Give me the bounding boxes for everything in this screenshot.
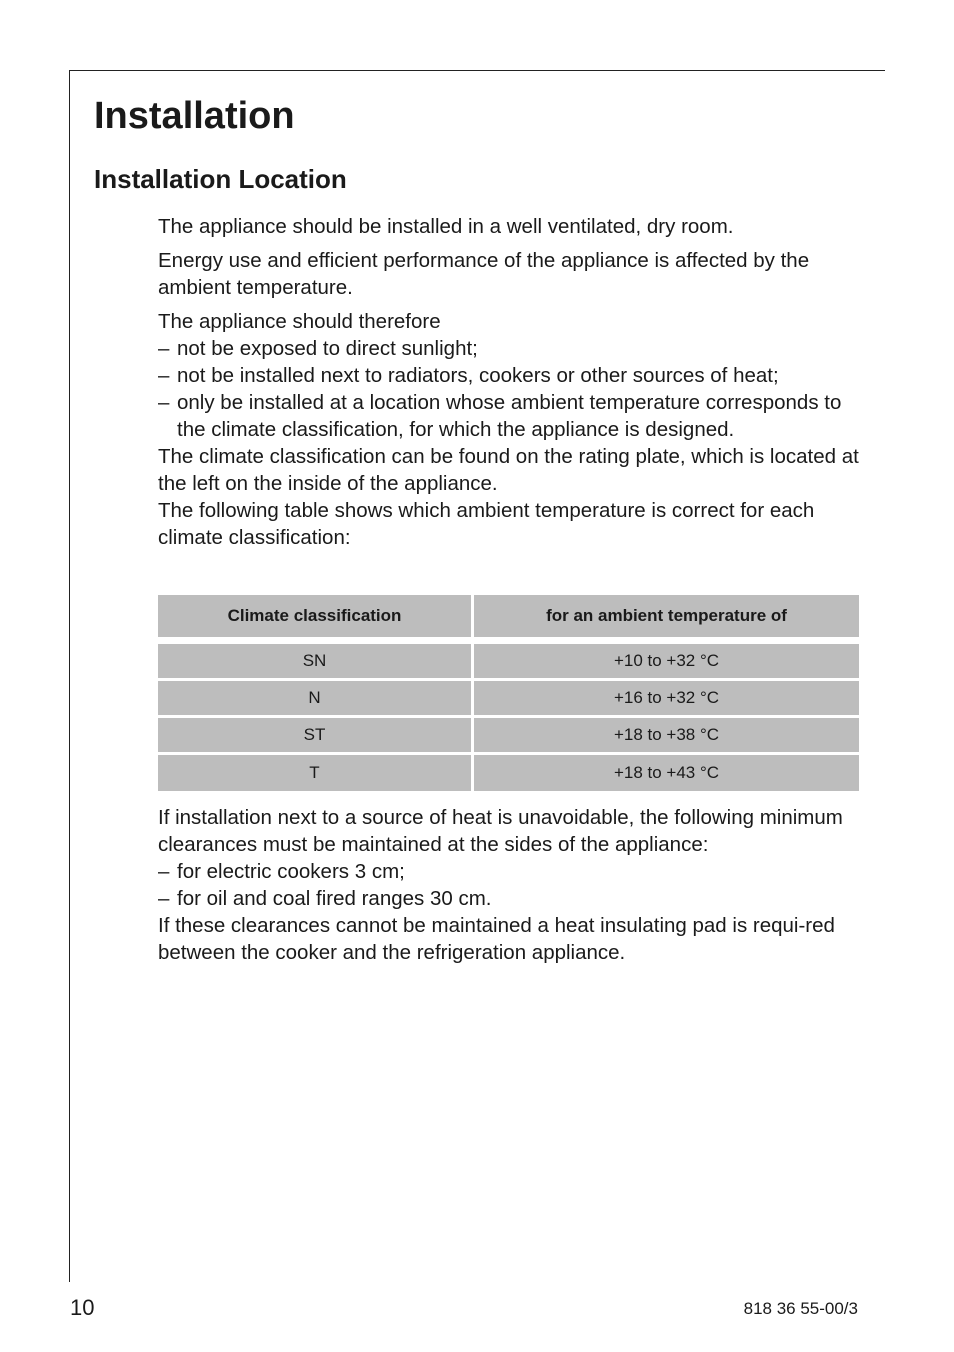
table-row	[158, 718, 859, 752]
temperature-cell: +18 to +43 °C	[474, 755, 859, 791]
table-row	[158, 681, 859, 715]
document-code: 818 36 55-00/3	[743, 1299, 858, 1318]
intro-paragraph-1: The appliance should be installed in a well ventilated, dry room.	[158, 215, 734, 238]
climate-class-cell: ST	[158, 718, 471, 752]
table-row	[158, 755, 859, 791]
table-header-row	[158, 595, 859, 637]
table-intro-paragraph: The following table shows which ambient temperature is correct for each climate classification:	[158, 499, 815, 549]
table-body	[158, 644, 859, 791]
temperature-cell: +10 to +32 °C	[474, 644, 859, 678]
table-header	[158, 595, 859, 637]
rating-plate-paragraph: The climate classification can be found on the rating plate, which is located at the left on the inside of the appliance.	[158, 445, 859, 495]
page-title: Installation	[94, 95, 295, 137]
left-rule	[69, 70, 70, 1282]
temperature-cell: +18 to +38 °C	[474, 718, 859, 752]
installation-text	[158, 213, 863, 551]
page-number: 10	[70, 1295, 95, 1320]
climate-class-cell: SN	[158, 644, 471, 678]
condition-item: – not be installed next to radiators, cookers or other sources of heat;	[158, 362, 863, 389]
climate-table	[158, 595, 859, 794]
climate-class-cell: T	[158, 755, 471, 791]
clearance-item: – for oil and coal fired ranges 30 cm.	[158, 885, 863, 912]
climate-class-cell: N	[158, 681, 471, 715]
intro-paragraph-2: Energy use and efficient performance of the appliance is affected by the ambient temperature.	[158, 249, 810, 299]
table-row	[158, 644, 859, 678]
condition-item: – not be exposed to direct sunlight;	[158, 335, 863, 362]
therefore-line: The appliance should therefore	[158, 310, 441, 333]
section-heading: Installation Location	[94, 164, 347, 194]
clearance-item: – for electric cookers 3 cm;	[158, 858, 863, 885]
clearance-intro: If installation next to a source of heat is unavoidable, the following minimum clearances must be maintained at the sides of the appliance:	[158, 806, 843, 856]
header-ambient-temp: for an ambient temperature of	[474, 595, 859, 637]
clearance-text	[158, 804, 863, 966]
condition-item: – only be installed at a location whose ambient temperature corresponds to the climate classification, for which the appliance is designed.	[158, 389, 863, 443]
top-rule	[69, 70, 885, 71]
temperature-cell: +16 to +32 °C	[474, 681, 859, 715]
clearance-note: If these clearances cannot be maintained a heat insulating pad is requi-red between the cooker and the refrigeration appliance.	[158, 914, 835, 964]
header-climate-class: Climate classification	[158, 595, 471, 637]
